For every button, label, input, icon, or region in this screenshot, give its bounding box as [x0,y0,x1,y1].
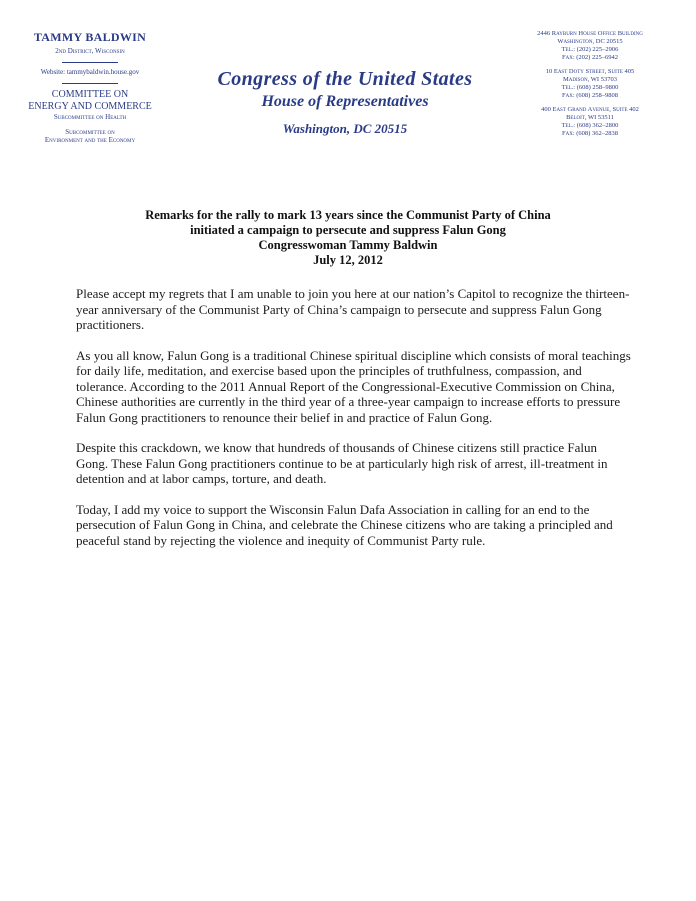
office-address: 10 East Doty Street, Suite 405 [545,68,635,75]
document-title [70,208,626,268]
title-line-1: Remarks for the rally to mark 13 years since the Communist Party of China [145,208,551,222]
office-city: Madison, WI 53703 [563,76,617,83]
office-city: Washington, DC 20515 [557,38,623,45]
office-city: Beloit, WI 53511 [566,114,614,121]
office-tel: Tel.: (608) 362–2800 [561,122,619,129]
office-washington [520,30,660,62]
letterhead-center [170,68,520,137]
subcommittee-environment [12,128,168,144]
office-beloit [520,106,660,138]
congress-title: Congress of the United States [217,68,473,90]
city-line: Washington, DC 20515 [282,121,408,136]
office-madison [520,68,660,100]
paragraph: Please accept my regrets that I am unable to join you here at our nation’s Capitol to recognize the thirteen-year anniversary of the Communist Party of China’s campaign to persecute and suppress Falun Gong practitioners. [76,286,630,332]
office-tel: Tel.: (202) 225–2906 [561,46,619,53]
committee-line-1: COMMITTEE ON [51,89,129,100]
document-date: July 12, 2012 [313,253,383,267]
office-address: 2446 Rayburn House Office Building [537,30,643,37]
member-name: TAMMY BALDWIN [33,30,147,44]
website-text: Website: tammybaldwin.house.gov [40,68,140,76]
paragraph: As you all know, Falun Gong is a traditional Chinese spiritual discipline which consists of moral teachings for daily life, meditation, and exercise based upon the principles of truthfulness, compassion, and tolerance. According to the 2011 Annual Report of the Congressional-Executive Commission on China, Chinese authorities are currently in the third year of a three-year campaign to increase efforts to pressure Falun Gong practitioners to renounce their belief in and practice of Falun Gong. [76,347,631,425]
office-address: 400 East Grand Avenue, Suite 402 [541,106,639,113]
house-title: House of Representatives [261,93,429,110]
office-fax: Fax: (608) 362–2838 [562,130,618,137]
letterhead-left [12,30,168,144]
divider [62,62,118,63]
title-line-2: initiated a campaign to persecute and suppress Falun Gong [190,223,506,237]
subcommittee-environment-line-1: Subcommittee on [65,128,115,136]
document-body [76,286,632,563]
letterhead-offices [520,30,660,138]
title-line-3: Congresswoman Tammy Baldwin [258,238,438,252]
divider [62,83,118,84]
paragraph: Despite this crackdown, we know that hundreds of thousands of Chinese citizens still practice Falun Gong. These Falun Gong practitioners continue to be at particularly high risk of arrest, ill-treatment in detention and at labor camps, torture, and death. [76,440,608,486]
member-district: 2nd District, Wisconsin [55,47,125,55]
subcommittee-environment-line-2: Environment and the Economy [44,136,136,144]
office-fax: Fax: (608) 258–9808 [562,92,618,99]
subcommittee-health: Subcommittee on Health [53,113,127,121]
committee-line-2: ENERGY AND COMMERCE [28,101,152,112]
paragraph: Today, I add my voice to support the Wisconsin Falun Dafa Association in calling for an end to the persecution of Falun Gong in China, and celebrate the Chinese citizens who are taking a principled and peaceful stand by rejecting the violence and inequity of Communist Party rule. [76,501,613,548]
office-tel: Tel.: (608) 258–9800 [561,84,619,91]
office-fax: Fax: (202) 225–6942 [562,54,618,61]
